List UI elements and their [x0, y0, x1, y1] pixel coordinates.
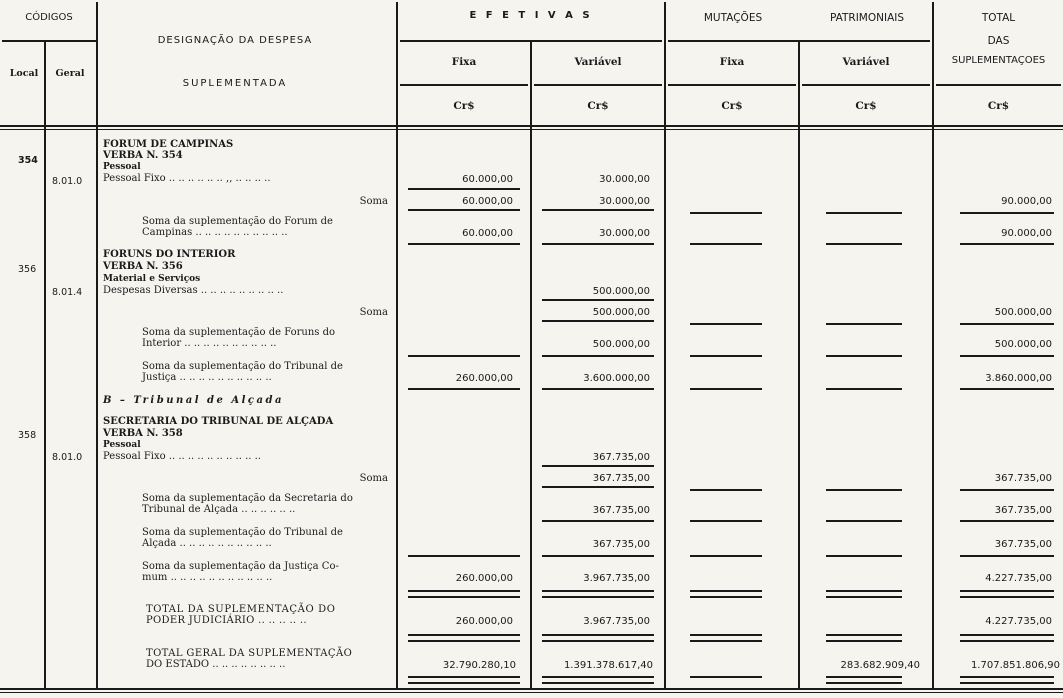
r3-fixa: 60.000,00: [462, 228, 513, 239]
secretaria-title: SECRETARIA DO TRIBUNAL DE ALÇADA: [103, 416, 334, 427]
header-mutacoes: MUTAÇÕES: [703, 12, 763, 24]
rule-left-codigos: [44, 40, 46, 688]
r9-total: 367.735,00: [994, 473, 1052, 484]
r13-line2-fixa: [408, 640, 520, 642]
code-geral-8010-a: 8.01.0: [52, 176, 83, 187]
rule-var-under: [534, 84, 662, 86]
r13-line2-var: [542, 640, 654, 642]
rule-footer-2: [0, 692, 1063, 693]
forum-title: FORUM DE CAMPINAS: [103, 139, 234, 150]
r9-line-mfixa: [690, 489, 762, 491]
r13-line-mfixa: [690, 634, 762, 636]
r14-line2-var: [542, 682, 654, 684]
rule-mutfixa-patr: [798, 40, 800, 688]
r1-fixa-line: [408, 188, 520, 190]
rule-total-under: [936, 84, 1061, 86]
r2-total: 90.000,00: [1001, 196, 1052, 207]
r2-var: 30.000,00: [599, 196, 650, 207]
r5-line-patr: [826, 323, 902, 325]
r5-var: 500.000,00: [592, 307, 650, 318]
header-currency-fixa: Cr$: [453, 100, 475, 112]
r5-line-total: [960, 323, 1054, 325]
r11-total: 367.735,00: [994, 539, 1052, 550]
r13-fixa: 260.000,00: [455, 616, 513, 627]
r12-line2-total: [960, 596, 1054, 598]
r13-line2-patr: [826, 640, 902, 642]
soma-b: Soma: [359, 307, 388, 318]
total-geral-l2: DO ESTADO .. .. .. .. .. .. .. ..: [146, 659, 286, 670]
rule-codigos-under: [2, 40, 96, 42]
rule-efetivas-under: [400, 40, 662, 42]
r4-line-var: [542, 299, 654, 301]
r8-var: 367.735,00: [592, 452, 650, 463]
r10-line-patr: [826, 520, 902, 522]
r7-line-fixa: [408, 388, 520, 390]
header-geral: Geral: [55, 68, 85, 79]
r8-line-var: [542, 465, 654, 467]
r6-var: 500.000,00: [592, 339, 650, 350]
r11-line-var: [542, 555, 654, 557]
pessoal-b: Pessoal: [103, 440, 141, 450]
r3-line-patr: [826, 243, 902, 245]
material-servicos: Material e Serviços: [103, 274, 201, 284]
r7-var: 3.600.000,00: [583, 373, 650, 384]
despesas-diversas: Despesas Diversas .. .. .. .. .. .. .. .. ..: [103, 285, 284, 296]
r14-line-fixa: [408, 676, 520, 678]
r12-line2-fixa: [408, 596, 520, 598]
r11-line-total: [960, 555, 1054, 557]
r10-line-total: [960, 520, 1054, 522]
r13-line-fixa: [408, 634, 520, 636]
r3-line-fixa: [408, 243, 520, 245]
r6-total: 500.000,00: [994, 339, 1052, 350]
r13-line-total: [960, 634, 1054, 636]
r3-line-mfixa: [690, 243, 762, 245]
r12-line2-mfixa: [690, 596, 762, 598]
soma-tribunal-l2: Justiça .. .. .. .. .. .. .. .. .. ..: [142, 372, 272, 383]
r3-line-total: [960, 243, 1054, 245]
r9-line-total: [960, 489, 1054, 491]
r2-line-var: [542, 209, 654, 211]
header-variavel-2: Variável: [842, 56, 890, 68]
code-local-358: 358: [18, 430, 37, 441]
rule-fixa-var: [530, 40, 532, 688]
rule-patr-under: [802, 84, 930, 86]
r7-total: 3.860.000,00: [985, 373, 1052, 384]
r10-var: 367.735,00: [592, 505, 650, 516]
r7-line-patr: [826, 388, 902, 390]
r7-line-var: [542, 388, 654, 390]
header-total-l3: SUPLEMENTAÇOES: [951, 55, 1046, 66]
r11-line-mfixa: [690, 555, 762, 557]
soma-forum-l2: Campinas .. .. .. .. .. .. .. .. .. ..: [142, 227, 288, 238]
header-currency-mfixa: Cr$: [721, 100, 743, 112]
rule-mutacoes-under: [668, 40, 930, 42]
r9-line-var: [542, 486, 654, 488]
header-currency-var: Cr$: [587, 100, 609, 112]
r9-line-patr: [826, 489, 902, 491]
r3-total: 90.000,00: [1001, 228, 1052, 239]
r6-line-total: [960, 355, 1054, 357]
verba-358: VERBA N. 358: [103, 428, 183, 439]
r10-line-mfixa: [690, 520, 762, 522]
r14-patr: 283.682.909,40: [840, 660, 920, 671]
pessoal-fixo-a: Pessoal Fixo .. .. .. .. .. .. ,, .. .. .. ..: [103, 173, 271, 184]
code-geral-8010-b: 8.01.0: [52, 452, 83, 463]
r14-line2-total: [960, 682, 1054, 684]
r12-line2-patr: [826, 596, 902, 598]
r7-fixa: 260.000,00: [455, 373, 513, 384]
r11-var: 367.735,00: [592, 539, 650, 550]
soma-alcada-l2: Alçada .. .. .. .. .. .. .. .. .. ..: [142, 538, 272, 549]
header-efetivas: E F E T I V A S: [469, 10, 593, 21]
r3-var: 30.000,00: [599, 228, 650, 239]
r2-fixa: 60.000,00: [462, 196, 513, 207]
header-total-l2: DAS: [987, 35, 1010, 47]
r5-line-mfixa: [690, 323, 762, 325]
r14-line-total: [960, 676, 1054, 678]
rule-mfixa-under: [668, 84, 796, 86]
r5-line-var: [542, 320, 654, 322]
pessoal-a: Pessoal: [103, 162, 141, 172]
total-judiciario-l1: TOTAL DA SUPLEMENTAÇÃO DO: [146, 604, 336, 615]
r12-fixa: 260.000,00: [455, 573, 513, 584]
r12-line-patr: [826, 590, 902, 592]
header-total-l1: TOTAL: [981, 12, 1016, 24]
r13-var: 3.967.735,00: [583, 616, 650, 627]
soma-tribunal-l1: Soma da suplementação do Tribunal de: [142, 361, 343, 372]
foruns-title: FORUNS DO INTERIOR: [103, 249, 236, 260]
r14-var: 1.391.378.617,40: [563, 660, 653, 671]
total-geral-l1: TOTAL GERAL DA SUPLEMENTAÇÃO: [146, 648, 353, 659]
r2-line-mfixa: [690, 212, 762, 214]
r2-line-patr: [826, 212, 902, 214]
r12-total: 4.227.735,00: [985, 573, 1052, 584]
r9-var: 367.735,00: [592, 473, 650, 484]
r14-line2-patr: [826, 682, 902, 684]
soma-foruns-l2: Interior .. .. .. .. .. .. .. .. .. ..: [142, 338, 277, 349]
r13-line2-total: [960, 640, 1054, 642]
r12-line-fixa: [408, 590, 520, 592]
rule-patr-total: [932, 2, 934, 688]
r6-line-mfixa: [690, 355, 762, 357]
header-currency-patr: Cr$: [855, 100, 877, 112]
soma-justica-l2: mum .. .. .. .. .. .. .. .. .. .. ..: [142, 572, 273, 583]
code-local-356: 356: [18, 264, 37, 275]
r6-line-var: [542, 355, 654, 357]
total-judiciario-l2: PODER JUDICIÁRIO .. .. .. .. ..: [146, 615, 307, 626]
header-local: Local: [9, 68, 39, 79]
r12-var: 3.967.735,00: [583, 573, 650, 584]
r6-line-patr: [826, 355, 902, 357]
soma-secretaria-l2: Tribunal de Alçada .. .. .. .. .. ..: [142, 504, 296, 515]
r10-total: 367.735,00: [994, 505, 1052, 516]
header-fixa-2: Fixa: [719, 56, 745, 68]
r14-total: 1.707.851.806,90: [970, 660, 1060, 671]
r12-line-total: [960, 590, 1054, 592]
soma-secretaria-l1: Soma da suplementação da Secretaria do: [142, 493, 353, 504]
r12-line2-var: [542, 596, 654, 598]
r5-total: 500.000,00: [994, 307, 1052, 318]
r14-line-mfixa: [690, 676, 762, 678]
header-designacao-l2: SUPLEMENTADA: [182, 78, 288, 89]
r2-line-total: [960, 212, 1054, 214]
soma-c: Soma: [359, 473, 388, 484]
r14-line-var: [542, 676, 654, 678]
verba-356: VERBA N. 356: [103, 261, 183, 272]
section-b-title: B – Tribunal de Alçada: [103, 395, 284, 406]
r2-line-fixa: [408, 209, 520, 211]
header-designacao-l1: DESIGNAÇÃO DA DESPESA: [157, 35, 313, 46]
r14-line-patr: [826, 676, 902, 678]
r14-line2-fixa: [408, 682, 520, 684]
r10-line-var: [542, 520, 654, 522]
rule-footer-1: [0, 688, 1063, 690]
r14-fixa: 32.790.280,10: [442, 660, 516, 671]
soma-a: Soma: [359, 196, 388, 207]
r1-fixa: 60.000,00: [462, 174, 513, 185]
header-codigos: CÓDIGOS: [25, 12, 73, 23]
r11-line-fixa: [408, 555, 520, 557]
r1-var: 30.000,00: [599, 174, 650, 185]
r12-line-var: [542, 590, 654, 592]
rule-desc-fixa: [396, 2, 398, 688]
code-local-354: 354: [18, 155, 38, 166]
code-geral-8014: 8.01.4: [52, 287, 83, 298]
header-variavel: Variável: [574, 56, 622, 68]
rule-fixa-under: [400, 84, 528, 86]
r11-line-patr: [826, 555, 902, 557]
r12-line-mfixa: [690, 590, 762, 592]
verba-354: VERBA N. 354: [103, 150, 183, 161]
pessoal-fixo-b: Pessoal Fixo .. .. .. .. .. .. .. .. .. ..: [103, 451, 261, 462]
rule-header-bottom-2: [0, 129, 1063, 130]
r13-line-var: [542, 634, 654, 636]
rule-header-bottom-1: [0, 125, 1063, 127]
soma-forum-l1: Soma da suplementação do Forum de: [142, 216, 333, 227]
soma-alcada-l1: Soma da suplementação do Tribunal de: [142, 527, 343, 538]
r13-line-patr: [826, 634, 902, 636]
soma-justica-l1: Soma da suplementação da Justiça Co-: [142, 561, 339, 572]
header-patrimoniais: PATRIMONIAIS: [829, 12, 905, 24]
rule-var-mut: [664, 2, 666, 688]
r7-line-mfixa: [690, 388, 762, 390]
r6-line-fixa: [408, 355, 520, 357]
soma-foruns-l1: Soma da suplementação de Foruns do: [142, 327, 336, 338]
r4-var: 500.000,00: [592, 286, 650, 297]
r3-line-var: [542, 243, 654, 245]
header-fixa: Fixa: [451, 56, 477, 68]
rule-codes-desc: [96, 2, 98, 688]
r7-line-total: [960, 388, 1054, 390]
r13-total: 4.227.735,00: [985, 616, 1052, 627]
header-currency-total: Cr$: [987, 100, 1010, 112]
r13-line2-mfixa: [690, 640, 762, 642]
